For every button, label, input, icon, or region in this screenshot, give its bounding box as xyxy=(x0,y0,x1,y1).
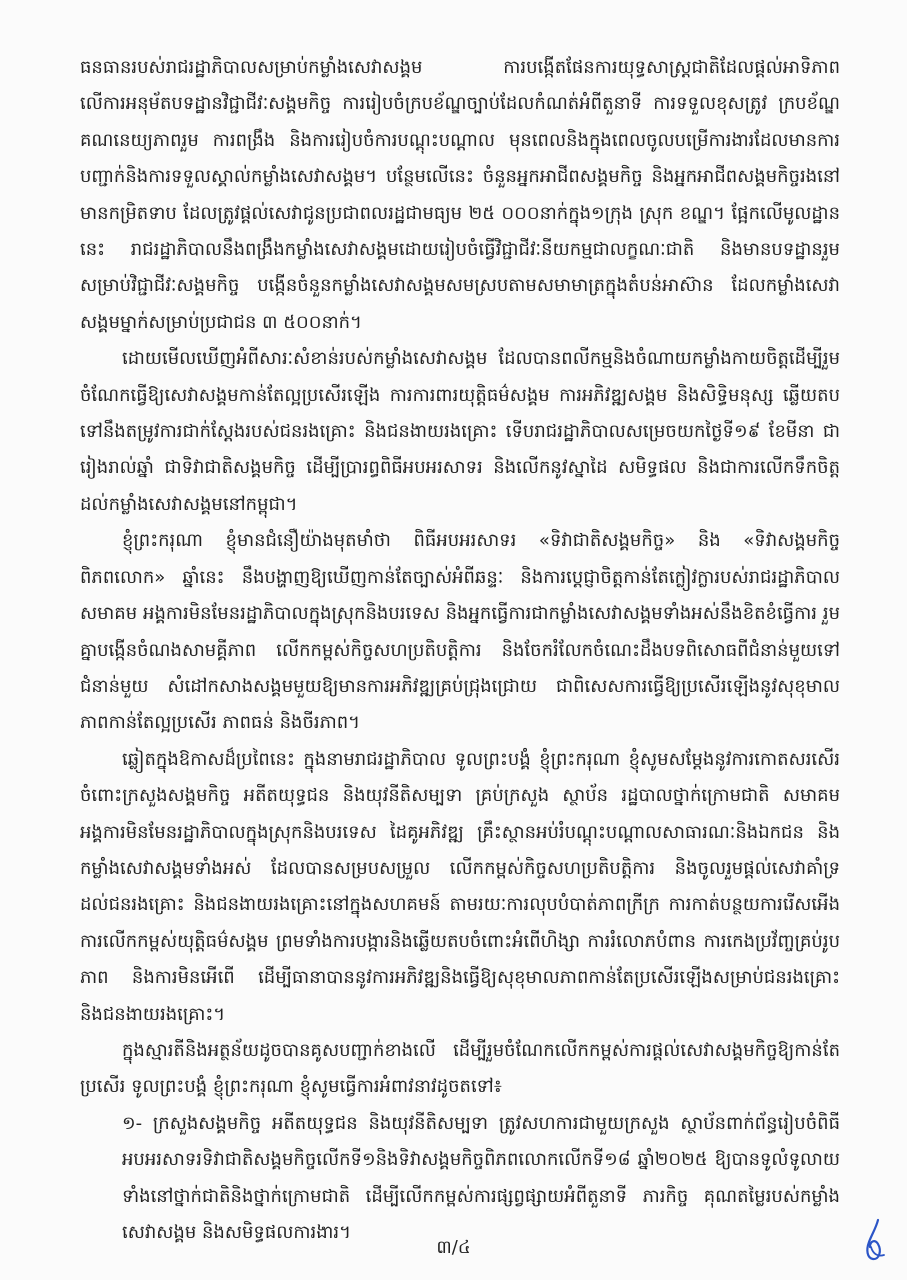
paragraph-4: ឆ្លៀតក្នុងឱកាសដ៏ប្រពៃនេះ ក្នុងនាមរាជរដ្ឋាភិបាល ទូលព្រះបង្គំ ខ្ញុំព្រះករុណា ខ្ញុំសូមសម្តែងនូវការកោតសរសើរចំពោះក្រសួងសង្គមកិច្ច អតីតយុទ្ធជន និងយុវនីតិសម្បទា គ្រប់ក្រសួង ស្ថាប័ន រដ្ឋបាលថ្នាក់ក្រោមជាតិ សមាគម អង្គការមិនមែនរដ្ឋាភិបាលក្នុងស្រុកនិងបរទេស ដៃគូអភិវឌ្ឍ គ្រឹះស្ថានអប់រំបណ្តុះបណ្តាលសាធារណៈនិងឯកជន និងកម្លាំងសេវាសង្គមទាំងអស់ ដែលបានសម្របសម្រួល លើកកម្ពស់កិច្ចសហប្រតិបត្តិការ និងចូលរួមផ្តល់សេវាគាំទ្រដល់ជនរងគ្រោះ និងជនងាយរងគ្រោះនៅក្នុងសហគមន៍ តាមរយៈការលុបបំបាត់ភាពក្រីក្រ ការកាត់បន្ថយការរើសអើង ការលើកកម្ពស់យុត្តិធម៌សង្គម ព្រមទាំងការបង្ការនិងឆ្លើយតបចំពោះអំពើហិង្សា ការរំលោភបំពាន ការកេងប្រវ័ញ្ចគ្រប់រូបភាព និងការមិនអើពើ ដើម្បីធានាបាននូវការអភិវឌ្ឍនិងធ្វើឱ្យសុខុមាលភាពកាន់តែប្រសើរឡើងសម្រាប់ជនរងគ្រោះ និងជនងាយរងគ្រោះ។ xyxy=(80,748,840,1025)
page-number: ៣/៤ xyxy=(436,1237,471,1258)
document-body xyxy=(80,50,840,1251)
list-item-1: ១- ក្រសួងសង្គមកិច្ច អតីតយុទ្ធជន និងយុវនីតិសម្បទា ត្រូវសហការជាមួយក្រសួង ស្ថាប័នពាក់ព័ន្ធរៀបចំពិធីអបអរសាទរទិវាជាតិសង្គមកិច្ចលើកទី១និងទិវាសង្គមកិច្ចពិភពលោកលើកទី១៨ ឆ្នាំ២០២៥ ឱ្យបានទូលំទូលាយទាំងនៅថ្នាក់ជាតិនិងថ្នាក់ក្រោមជាតិ ដើម្បីលើកកម្ពស់ការផ្សព្វផ្សាយអំពីតួនាទី ភារកិច្ច គុណតម្លៃរបស់កម្លាំងសេវាសង្គម និងសមិទ្ធផលការងារ។ xyxy=(122,1112,840,1243)
initial-mark-icon xyxy=(860,1216,890,1266)
paragraph-2: ដោយមើលឃើញអំពីសារៈសំខាន់របស់កម្លាំងសេវាសង្គម ដែលបានពលីកម្មនិងចំណាយកម្លាំងកាយចិត្តដើម្បីរួមចំណែកធ្វើឱ្យសេវាសង្គមកាន់តែល្អប្រសើរឡើង ការការពារយុត្តិធម៌សង្គម ការអភិវឌ្ឍសង្គម និងសិទ្ធិមនុស្ស ឆ្លើយតបទៅនឹងតម្រូវការជាក់ស្តែងរបស់ជនរងគ្រោះ និងជនងាយរងគ្រោះ ទើបរាជរដ្ឋាភិបាលសម្រេចយកថ្ងៃទី១៩ ខែមីនា ជារៀងរាល់ឆ្នាំ ជាទិវាជាតិសង្គមកិច្ច ដើម្បីប្រារព្ធពិធីអបអរសាទរ និងលើកនូវស្នាដៃ សមិទ្ធផល និងជាការលើកទឹកចិត្តដល់កម្លាំងសេវាសង្គមនៅកម្ពុជា។ xyxy=(80,348,840,515)
paragraph-5: ក្នុងស្មារតីនិងអត្ថន័យដូចបានគូសបញ្ជាក់ខាងលើ ដើម្បីរួមចំណែកលើកកម្ពស់ការផ្តល់សេវាសង្គមកិច្ចឱ្យកាន់តែប្រសើរ ទូលព្រះបង្គំ ខ្ញុំព្រះករុណា ខ្ញុំសូមធ្វើការអំពាវនាវដូចតទៅ៖ xyxy=(80,1039,840,1098)
paragraph-1: ធនធានរបស់រាជរដ្ឋាភិបាលសម្រាប់កម្លាំងសេវាសង្គម ការបង្កើតផែនការយុទ្ធសាស្ត្រជាតិដែលផ្តល់អាទិភាពលើការអនុម័តបទដ្ឋានវិជ្ជាជីវៈសង្គមកិច្ច ការរៀបចំក្របខ័ណ្ឌច្បាប់ដែលកំណត់អំពីតួនាទី ការទទួលខុសត្រូវ ក្របខ័ណ្ឌគណនេយ្យភាពរួម ការពង្រឹង និងការរៀបចំការបណ្តុះបណ្តាល មុនពេលនិងក្នុងពេលចូលបម្រើការងារដែលមានការបញ្ជាក់និងការទទួលស្គាល់កម្លាំងសេវាសង្គម។ បន្ថែមលើនេះ ចំនួនអ្នកអាជីពសង្គមកិច្ច និងអ្នកអាជីពសង្គមកិច្ចរងនៅមានកម្រិតទាប ដែលត្រូវផ្តល់សេវាជូនប្រជាពលរដ្ឋជាមធ្យម ២៥ ០០០នាក់ក្នុង១ក្រុង ស្រុក ខណ្ឌ។ ផ្អែកលើមូលដ្ឋាននេះ រាជរដ្ឋាភិបាលនឹងពង្រឹងកម្លាំងសេវាសង្គមដោយរៀបចំធ្វើវិជ្ជាជីវៈនីយកម្មជាលក្ខណៈជាតិ និងមានបទដ្ឋានរួមសម្រាប់វិជ្ជាជីវៈសង្គមកិច្ច បង្កើនចំនួនកម្លាំងសេវាសង្គមសមស្របតាមសមាមាត្រក្នុងតំបន់អាស៊ាន ដែលកម្លាំងសេវាសង្គមម្នាក់សម្រាប់ប្រជាជន ៣ ៥០០នាក់។ xyxy=(80,57,840,333)
paragraph-3: ខ្ញុំព្រះករុណា ខ្ញុំមានជំនឿយ៉ាងមុតមាំថា ពិធីអបអរសាទរ «ទិវាជាតិសង្គមកិច្ច» និង «ទិវាសង្គមកិច្ចពិភពលោក» ឆ្នាំនេះ នឹងបង្ហាញឱ្យឃើញកាន់តែច្បាស់អំពីឆន្ទៈ និងការប្តេជ្ញាចិត្តកាន់តែក្លៀវក្លារបស់រាជរដ្ឋាភិបាល សមាគម អង្គការមិនមែនរដ្ឋាភិបាលក្នុងស្រុកនិងបរទេស និងអ្នកធ្វើការជាកម្លាំងសេវាសង្គមទាំងអស់នឹងខិតខំធ្វើការ រួមគ្នាបង្កើនចំណងសាមគ្គីភាព លើកកម្ពស់កិច្ចសហប្រតិបត្តិការ និងចែករំលែកចំណេះដឹងបទពិសោធពីជំនាន់មួយទៅជំនាន់មួយ សំដៅកសាងសង្គមមួយឱ្យមានការអភិវឌ្ឍគ្រប់ជ្រុងជ្រោយ ជាពិសេសការធ្វើឱ្យប្រសើរឡើងនូវសុខុមាលភាពកាន់តែល្អប្រសើរ ភាពធន់ និងចីរភាព។ xyxy=(80,530,840,734)
